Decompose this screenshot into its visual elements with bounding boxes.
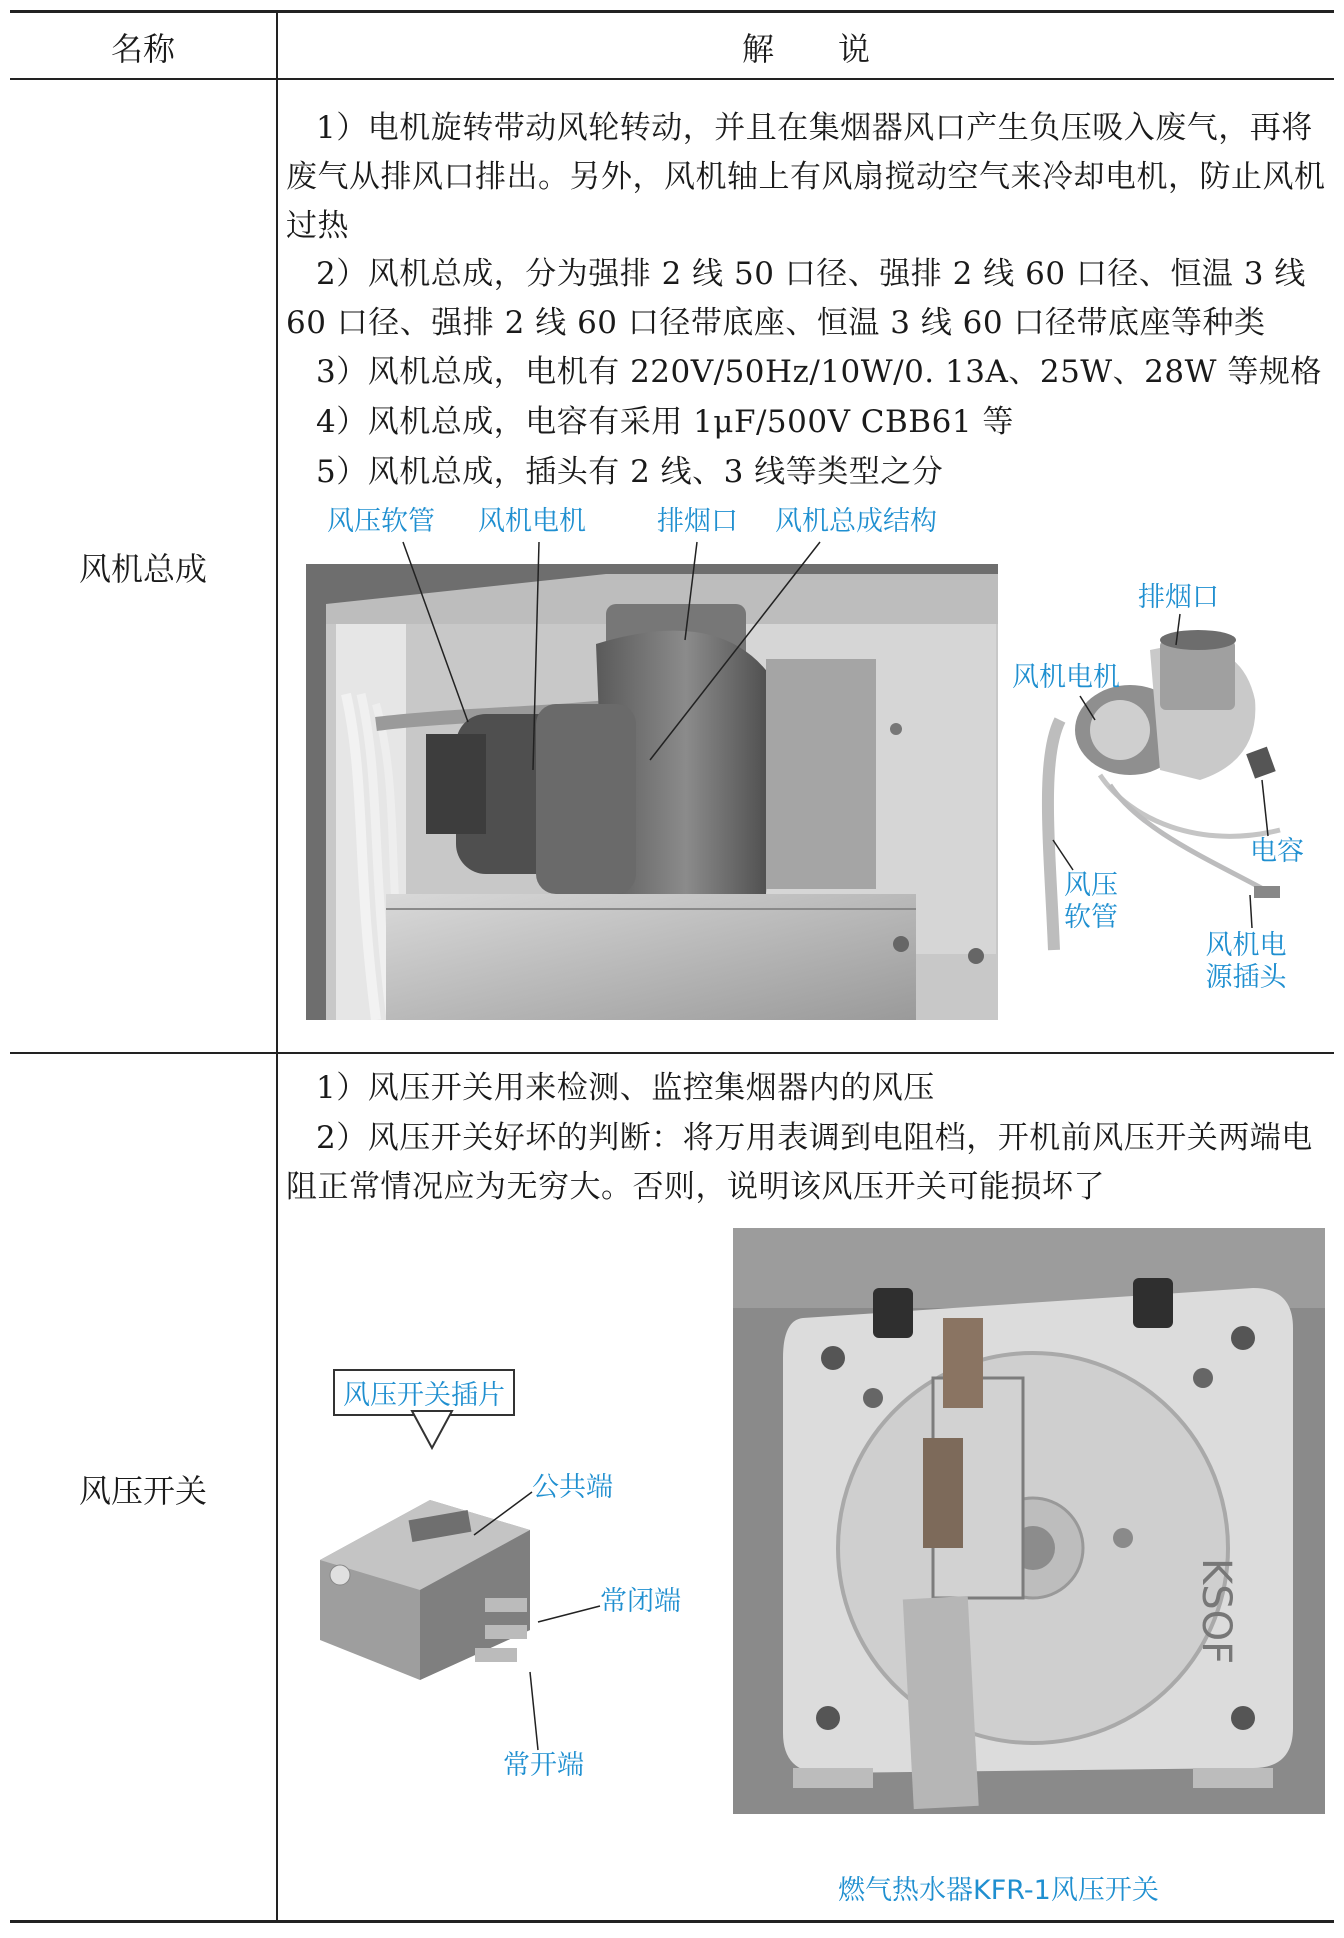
label-normally-closed-terminal: 常闭端 [600,1586,681,1617]
stamp-text: KSOF [1193,1558,1239,1665]
pressure-switch-photo [733,1228,1325,1814]
table-bottom-border [10,1920,1334,1923]
paragraph: 2）风压开关好坏的判断：将万用表调到电阻档，开机前风压开关两端电阻正常情况应为无穷大。否则，说明该风压开关可能损坏了 [286,1120,1313,1205]
label-fan-assembly-structure: 风机总成结构 [775,506,937,537]
column-divider [276,10,278,1922]
label-exhaust-outlet: 排烟口 [657,506,738,537]
label-switch-tab-box: 风压开关插片 [333,1369,515,1416]
label-capacitor: 电容 [1250,836,1304,867]
header-name: 名称 [110,30,175,68]
pressure-switch-caption: 燃气热水器KFR-1风压开关 [838,1875,1159,1906]
label-fan-motor: 风机电机 [478,506,586,537]
paragraph: 5）风机总成，插头有 2 线、3 线等类型之分 [316,454,944,490]
paragraph: 3）风机总成，电机有 220V/50Hz/10W/0. 13A、25W、28W 等规格 [316,354,1322,390]
fan-installed-photo [306,564,998,1020]
label-common-terminal: 公共端 [532,1472,613,1503]
row-name-fan-assembly: 风机总成 [78,550,207,588]
label-fan-power-plug: 风机电源插头 [1205,930,1287,993]
row-divider [10,1052,1334,1054]
paragraph: 1）电机旋转带动风轮转动，并且在集烟器风口产生负压吸入废气，再将废气从排风口排出。另外，风机轴上有风扇搅动空气来冷却电机，防止风机过热 [286,110,1326,244]
label-air-pressure-hose: 风压软管 [327,506,435,537]
label-air-pressure-hose: 风压软管 [1064,870,1118,933]
paragraph: 4）风机总成，电容有采用 1μF/500V CBB61 等 [316,404,1014,440]
paragraph: 2）风机总成，分为强排 2 线 50 口径、强排 2 线 60 口径、恒温 3 线 60 口径、强排 2 线 60 口径带底座、恒温 3 线 60 口径带底座等种类 [286,256,1306,341]
microswitch-photo [310,1480,560,1690]
label-pointer [412,1411,452,1448]
label-normally-open-terminal: 常开端 [503,1750,584,1781]
label-exhaust-outlet: 排烟口 [1138,582,1219,613]
header-description: 解 说 [741,30,870,68]
label-fan-motor: 风机电机 [1012,662,1120,693]
row-name-air-pressure-switch: 风压开关 [78,1472,207,1510]
paragraph: 1）风压开关用来检测、监控集烟器内的风压 [316,1070,935,1106]
header-bottom-border [10,78,1334,80]
table-top-border [10,10,1334,13]
